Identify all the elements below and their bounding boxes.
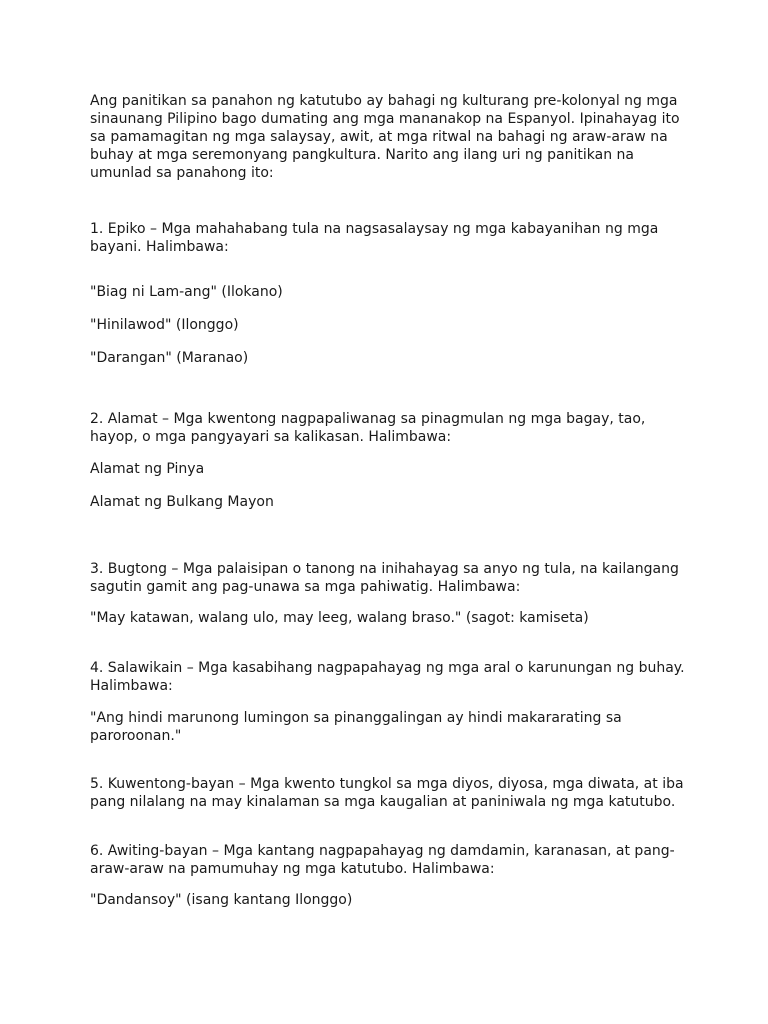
- alamat-heading: 2. Alamat – Mga kwentong nagpapaliwanag sa pinagmulan ng mga bagay, tao, hayop, o mga pangyayari sa kalikasan. Halimbawa:: [90, 411, 646, 445]
- kuwentong-bayan-heading: 5. Kuwentong-bayan – Mga kwento tungkol sa mga diyos, diyosa, mga diwata, at iba pang nilalang na may kinalaman sa mga kaugalian at paniniwala ng mga katutubo.: [90, 776, 684, 810]
- epiko-example-1: "Biag ni Lam-ang" (Ilokano): [90, 284, 283, 300]
- awiting-bayan-example: "Dandansoy" (isang kantang Ilonggo): [90, 892, 353, 908]
- alamat-example-2: Alamat ng Bulkang Mayon: [90, 494, 274, 510]
- bugtong-example: "May katawan, walang ulo, may leeg, walang braso." (sagot: kamiseta): [90, 610, 589, 626]
- epiko-example-2: "Hinilawod" (Ilonggo): [90, 317, 239, 333]
- epiko-heading: 1. Epiko – Mga mahahabang tula na nagsasalaysay ng mga kabayanihan ng mga bayani. Halimbawa:: [90, 221, 659, 255]
- salawikain-heading: 4. Salawikain – Mga kasabihang nagpapahayag ng mga aral o karunungan ng buhay. Halimbawa:: [90, 660, 685, 694]
- bugtong-heading: 3. Bugtong – Mga palaisipan o tanong na inihahayag sa anyo ng tula, na kailangang sagutin gamit ang pag-unawa sa mga pahiwatig. Halimbawa:: [90, 561, 679, 595]
- awiting-bayan-heading: 6. Awiting-bayan – Mga kantang nagpapahayag ng damdamin, karanasan, at pang-araw-araw na pamumuhay ng mga katutubo. Halimbawa:: [90, 843, 675, 877]
- salawikain-example: "Ang hindi marunong lumingon sa pinanggalingan ay hindi makararating sa paroroonan.": [90, 710, 622, 744]
- alamat-example-1: Alamat ng Pinya: [90, 461, 205, 477]
- intro-paragraph: Ang panitikan sa panahon ng katutubo ay bahagi ng kulturang pre-kolonyal ng mga sinaunang Pilipino bago dumating ang mga mananakop na Espanyol. Ipinahayag ito sa pamamagitan ng mga salaysay, awit, at mga ritwal na bahagi ng araw-araw na buhay at mga seremonyang pangkultura. Narito ang ilang uri ng panitikan na umunlad sa panahong ito:: [90, 93, 680, 181]
- epiko-example-3: "Darangan" (Maranao): [90, 350, 249, 366]
